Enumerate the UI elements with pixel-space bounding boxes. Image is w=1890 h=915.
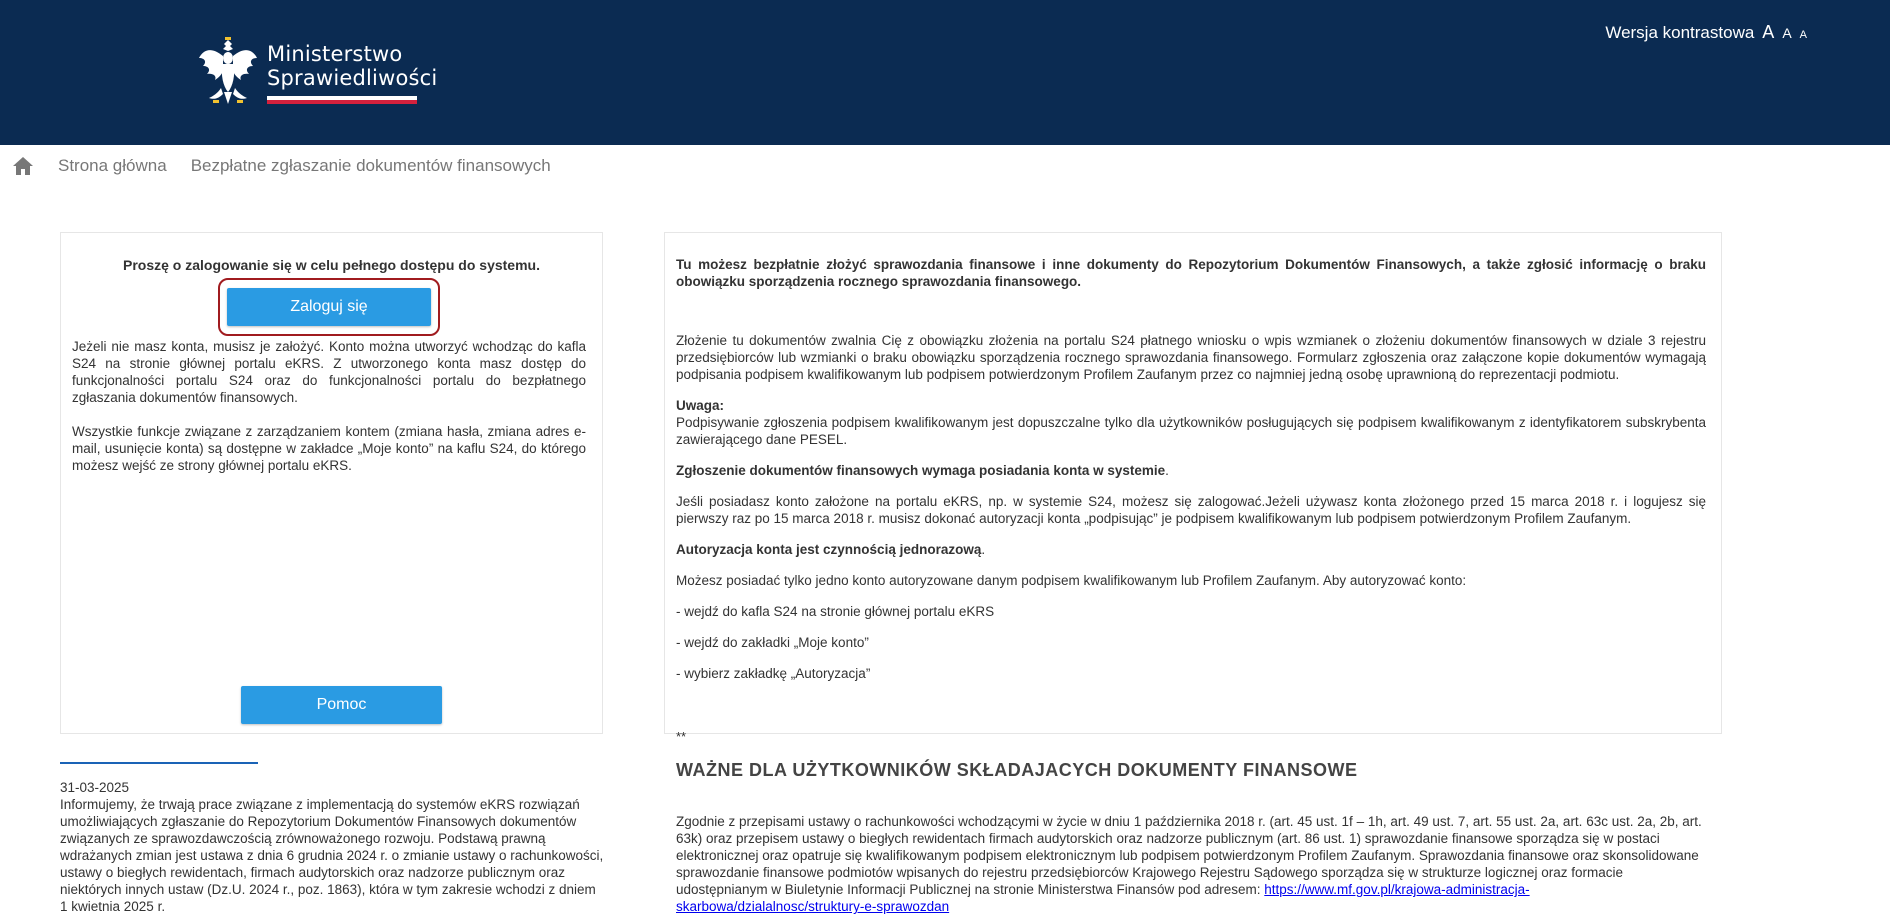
ministry-logo[interactable]	[197, 36, 437, 108]
auth-step-1: - wejdź do kafla S24 na stronie głównej portalu eKRS	[676, 604, 995, 619]
accessibility-controls	[1605, 22, 1807, 43]
login-button[interactable]: Zaloguj się	[227, 288, 431, 326]
auth-step-2: - wejdź do zakładki „Moje konto”	[676, 635, 869, 650]
news-text: Informujemy, że trwają prace związane z implementacją do systemów eKRS rozwiązań umożliwiających zgłaszanie do Repozytorium Dokumentów Finansowych dokumentów związanych ze sprawozdawczością zrównoważonego rozwoju. Podstawą prawną wdrażanych zmian jest ustawa z dnia 6 grudnia 2024 r. o zmianie ustawy o rachunkowości, ustawy o biegłych rewidentach, firmach audytorskich oraz nadzorze publicznym oraz niektórych innych ustaw (Dz.U. 2024 r., poz. 1863), która w tym zakresie wchodzi z dniem 1 kwietnia 2025 r.	[60, 797, 604, 914]
eagle-emblem-icon	[197, 36, 259, 108]
mf-structures-link[interactable]: https://www.mf.gov.pl/krajowa-administracja-skarbowa/dzialalnosc/struktury-e-sprawozdan	[676, 882, 1530, 914]
login-info-paragraph-1: Jeżeli nie masz konta, musisz je założyć. Konto można utworzyć wchodząc do kafla S24 na stronie głównej portalu eKRS. Z utworzonego konta masz dostęp do funkcjonalności portalu S24 oraz do funkcjonalności portalu do bezpłatnego zgłaszania dokumentów finansowych.	[72, 339, 586, 405]
warning-body: Zgodnie z przepisami ustawy o rachunkowości wchodzącymi w życie w dniu 1 października 2018 r. (art. 45 ust. 1f – 1h, art. 49 ust. 7, art. 55 ust. 2a, art. 63c ust. 2a, 2b, art. 63k) oraz przepisem ustawy o biegłych rewidentach firmach audytorskich oraz nadzorze publicznym (art. 86 ust. 1) sprawozdanie finansowe sporządza się w postaci elektronicznej oraz opatruje się kwalifikowanym podpisem elektronicznym lub podpisem potwierdzonym Profilem Zaufanym. Sprawozdania finansowe oraz skonsolidowane sprawozdanie finansowe podmiotów wpisanych do rejestru przedsiębiorców Krajowego Rejestru Sądowego sporządza się w strukturze logicznej oraz formacie udostępnianym w Biuletynie Informacji Publicznej na stronie Ministerstwa Finansów pod adresem:	[676, 814, 1702, 897]
news-date: 31-03-2025	[60, 780, 130, 795]
login-info-text	[72, 338, 586, 474]
font-size-medium-button[interactable]: A	[1782, 25, 1792, 41]
login-info-paragraph-2: Wszystkie funkcje związane z zarządzaniem kontem (zmiana hasła, zmiana adres e-mail, usunięcie konta) są dostępne w zakładce „Moje konto” na kaflu S24, do którego możesz wejść ze strony głównej portalu eKRS.	[72, 424, 586, 473]
info-paragraph-2: Jeśli posiadasz konto założone na portalu eKRS, np. w systemie S24, możesz się zalogować.Jeżeli używasz konta złożonego przed 15 marca 2018 r. i logujesz się pierwszy raz po 15 marca 2018 r. musisz dokonać autoryzacji konta „podpisując” je podpisem kwalifikowanym lub podpisem potwierdzonym Profilem Zaufanym.	[676, 494, 1706, 526]
logo-line-1: Ministerstwo	[267, 42, 403, 66]
news-divider	[60, 762, 258, 764]
info-paragraph-1: Złożenie tu dokumentów zwalnia Cię z obowiązku złożenia na portalu S24 płatnego wniosku o wpis wzmianek o złożeniu dokumentów finansowych w dziale 3 rejestru przedsiębiorców lub wzmianki o braku obowiązku sporządzenia rocznego sprawozdania finansowego. Formularz zgłoszenia oraz załączone kopie dokumentów wymagają podpisania podpisem kwalifikowanym lub podpisem potwierdzonym Profilem Zaufanym przez co najmniej jedną osobę uprawnioną do reprezentacji podmiotu.	[676, 333, 1706, 382]
uwaga-text: Podpisywanie zgłoszenia podpisem kwalifikowanym jest dopuszczalne tylko dla użytkowników posługujących się podpisem kwalifikowanym z identyfikatorem subskrybenta zawierającego dane PESEL.	[676, 415, 1706, 447]
info-paragraph-3: Możesz posiadać tylko jedno konto autoryzowane danym podpisem kwalifikowanym lub Profilem Zaufanym. Aby autoryzować konto:	[676, 573, 1467, 588]
breadcrumb-home-link[interactable]: Strona główna	[58, 156, 167, 175]
account-required-notice: Zgłoszenie dokumentów finansowych wymaga posiadania konta w systemie	[676, 463, 1166, 478]
warning-text	[676, 813, 1706, 915]
help-button[interactable]: Pomoc	[241, 686, 442, 724]
auth-step-3: - wybierz zakładkę „Autoryzacja”	[676, 666, 871, 681]
login-panel	[60, 232, 603, 734]
warning-heading: WAŻNE DLA UŻYTKOWNIKÓW SKŁADAJACYCH DOKUMENTY FINANSOWE	[676, 760, 1358, 780]
font-size-small-button[interactable]: A	[1799, 29, 1807, 41]
auth-once-notice: Autoryzacja konta jest czynnością jednorazową	[676, 542, 982, 557]
info-lead: Tu możesz bezpłatnie złożyć sprawozdania finansowe i inne dokumenty do Repozytorium Dokumentów Finansowych, a także zgłosić informację o braku obowiązku sporządzenia rocznego sprawozdania finansowego.	[676, 257, 1706, 289]
login-prompt: Proszę o zalogowanie się w celu pełnego dostępu do systemu.	[123, 257, 540, 273]
site-header	[0, 0, 1890, 145]
breadcrumb-current: Bezpłatne zgłaszanie dokumentów finansowych	[190, 156, 551, 175]
contrast-version-link[interactable]: Wersja kontrastowa	[1605, 23, 1755, 42]
uwaga-label: Uwaga:	[676, 398, 725, 413]
footnote-stars: **	[676, 729, 687, 744]
font-size-large-button[interactable]: A	[1762, 22, 1775, 42]
home-icon[interactable]	[12, 155, 34, 177]
logo-line-2: Sprawiedliwości	[267, 66, 438, 90]
news-item	[60, 779, 605, 915]
info-content: Tu możesz bezpłatnie złożyć sprawozdania finansowe i inne dokumenty do Repozytorium Dokumentów Finansowych, a także zgłosić informację o braku obowiązku sporządzenia rocznego sprawozdania finansowego. Złożenie tu dokumentów zwalnia Cię z obowiązku złożenia na portalu S24 płatnego wniosku o wpis wzmianek o złożeniu dokumentów finansowych w dziale 3 rejestru przedsiębiorców lub wzmianki o braku obowiązku sporządzenia rocznego sprawozdania finansowego. Formularz zgłoszenia oraz załączone kopie dokumentów wymagają podpisania podpisem kwalifikowanym lub podpisem potwierdzonym Profilem Zaufanym przez co najmniej jedną osobę uprawnioną do reprezentacji podmiotu. Uwaga: Podpisywanie zgłoszenia podpisem kwalifikowanym jest dopuszczalne tylko dla użytkowników posługujących się podpisem kwalifikowanym z identyfikatorem subskrybenta zawierającego dane PESEL. Zgłoszenie dokumentów finansowych wymaga posiadania konta w systemie. Jeśli posiadasz konto założone na portalu eKRS, np. w systemie S24, możesz się zalogować.Jeżeli używasz konta złożonego przed 15 marca 2018 r. i logujesz się pierwszy raz po 15 marca 2018 r. musisz dokonać autoryzacji konta „podpisując” je podpisem kwalifikowanym lub podpisem potwierdzonym Profilem Zaufanym. Autoryzacja konta jest czynnością jednorazową. Możesz posiadać tylko jedno konto autoryzowane danym podpisem kwalifikowanym lub Profilem Zaufanym. Aby autoryzować konto: - wejdź do kafla S24 na stronie głównej portalu eKRS - wejdź do zakładki „Moje konto” - wybierz zakładkę „Autoryzacja”	[676, 257, 1706, 681]
breadcrumb	[12, 155, 575, 177]
polish-flag-stripe	[267, 96, 417, 104]
